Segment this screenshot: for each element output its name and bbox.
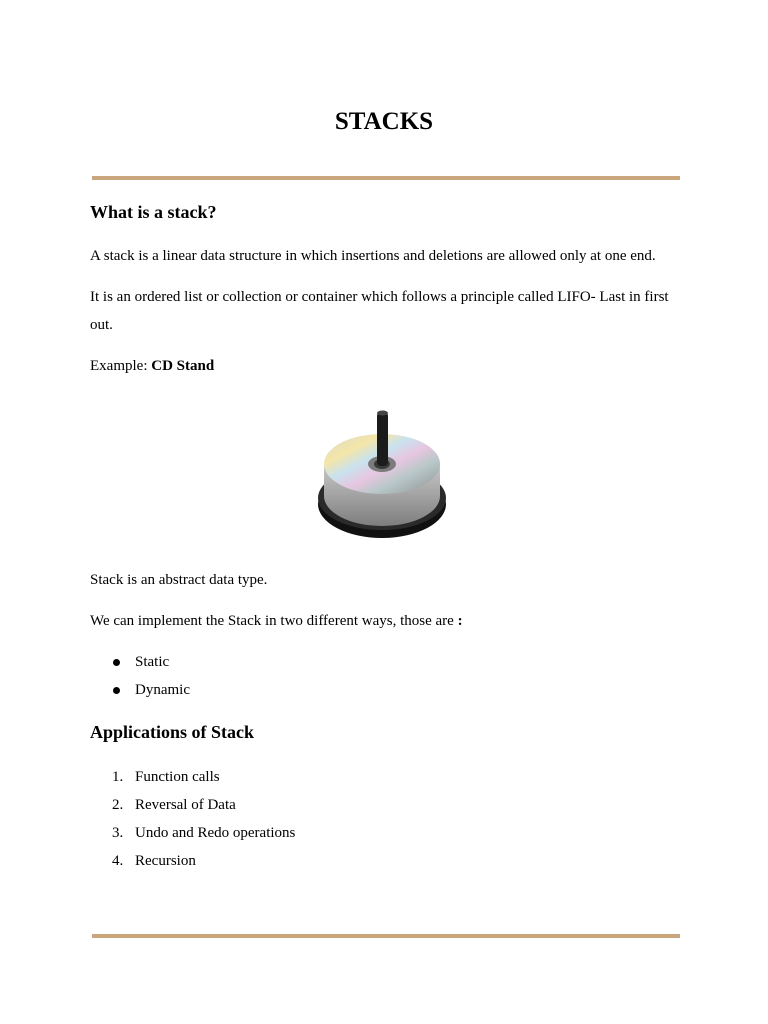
list-item-number: 4. — [112, 853, 124, 869]
example-value: CD Stand — [151, 358, 215, 374]
lifo-paragraph-line1: It is an ordered list or collection or container which follows a principle called LIFO- Last in first — [90, 289, 669, 305]
list-item-text: Function calls — [135, 769, 220, 785]
bottom-divider — [92, 934, 680, 938]
list-item — [112, 676, 190, 704]
list-item-text: Recursion — [135, 853, 196, 869]
page-title: STACKS — [334, 108, 434, 135]
bullet-icon — [113, 659, 120, 666]
lifo-paragraph-line2: out. — [90, 317, 113, 333]
definition-paragraph: A stack is a linear data structure in which insertions and deletions are allowed only at one end. — [90, 248, 656, 264]
list-item-text: Static — [135, 654, 170, 670]
cd-stand-image — [310, 404, 470, 556]
list-item — [112, 791, 295, 819]
list-item — [112, 648, 190, 676]
list-item — [112, 847, 295, 875]
abstract-type-paragraph: Stack is an abstract data type. — [90, 572, 268, 588]
list-item — [112, 819, 295, 847]
list-item — [112, 763, 295, 791]
section-heading-applications: Applications of Stack — [90, 722, 255, 742]
list-item-text: Dynamic — [135, 682, 190, 698]
top-divider — [92, 176, 680, 180]
bullet-icon — [113, 687, 120, 694]
list-item-number: 1. — [112, 769, 124, 785]
implementation-ways-list — [112, 648, 190, 704]
applications-list — [112, 763, 295, 875]
implementation-text: We can implement the Stack in two different ways, those are — [90, 613, 458, 629]
example-label: Example: — [90, 358, 152, 374]
implementation-paragraph — [90, 607, 690, 635]
list-item-number: 3. — [112, 825, 124, 841]
example-line — [90, 352, 690, 380]
list-item-number: 2. — [112, 797, 124, 813]
section-heading-what-is-stack: What is a stack? — [90, 202, 217, 222]
list-item-text: Reversal of Data — [135, 797, 236, 813]
implementation-colon: : — [457, 613, 463, 629]
list-item-text: Undo and Redo operations — [135, 825, 296, 841]
